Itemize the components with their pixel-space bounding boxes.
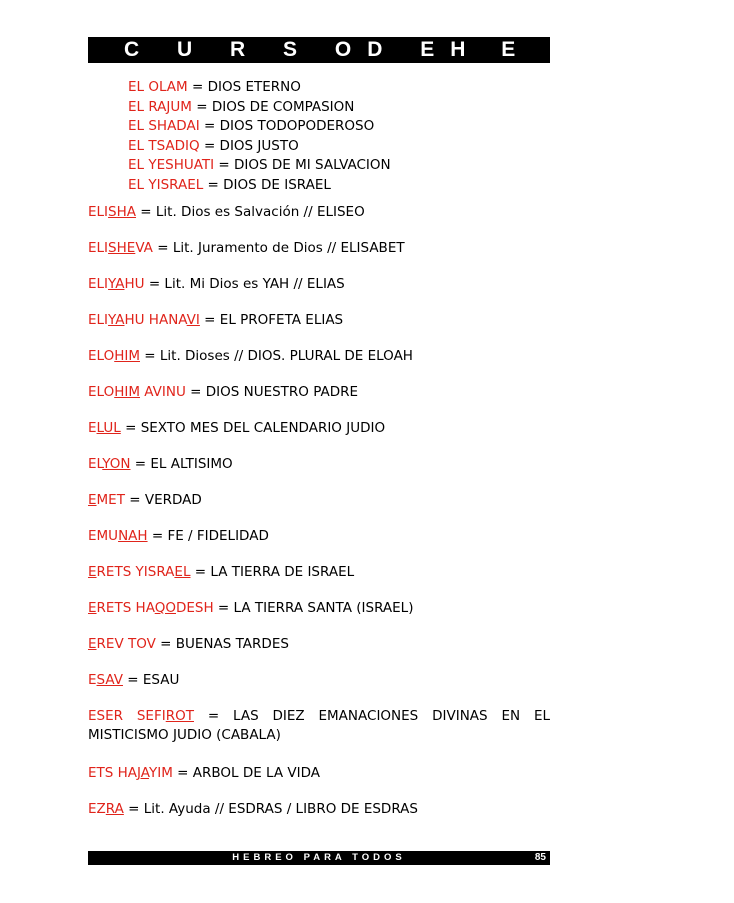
term-stressed-syllable: YA [108,312,125,328]
term-stressed-syllable: HIM [114,384,140,400]
term-part: EL [88,456,103,472]
term-stressed-syllable: RA [105,801,124,817]
entry-meaning: = VERDAD [124,492,202,508]
entry-meaning: = SEXTO MES DEL CALENDARIO JUDIO [120,420,386,436]
glossary-entry [88,455,550,491]
entry-meaning: = ESAU [122,672,180,688]
term-part: MET [96,492,125,508]
subitem-meaning: = DIOS DE COMPASION [191,98,355,115]
glossary-entry [88,707,550,764]
glossary-entry [88,347,550,383]
term-part: RETS HA [96,600,155,616]
subitem-term: EL OLAM [128,79,188,95]
entry-meaning: = DIOS NUESTRO PADRE [185,384,359,400]
entry-meaning: = Lit. Mi Dios es YAH // ELIAS [144,276,345,292]
footer-bar [88,851,550,865]
glossary-entry [88,203,550,239]
term-stressed-syllable: SHE [108,240,136,256]
glossary-entry [88,419,550,455]
term-part: E [88,672,97,688]
term-part: ESER SEFI [88,708,166,724]
term-part: ELO [88,348,115,364]
entry-meaning: = Lit. Dioses // DIOS. PLURAL DE ELOAH [139,348,413,364]
term-part: ELO [88,384,115,400]
entry-meaning: = ARBOL DE LA VIDA [172,765,321,781]
glossary-entry [88,311,550,347]
entry-meaning: = Lit. Juramento de Dios // ELISABET [152,240,405,256]
subitem-row [128,156,391,176]
subitem-row [128,78,391,98]
glossary-entry [88,239,550,275]
glossary-entry [88,800,550,836]
term-part: REV TOV [96,636,156,652]
subitem-term: EL YISRAEL [128,176,204,193]
term-part: HU HANA [124,312,187,328]
entry-meaning: = LA TIERRA DE ISRAEL [190,564,355,580]
term-stressed-syllable: YA [108,276,125,292]
header-word-curso: C U R S O [124,38,368,61]
subitem-meaning: = DIOS JUSTO [199,137,299,154]
glossary-entry [88,635,550,671]
entry-meaning: = EL ALTISIMO [130,456,233,472]
entry-meaning: = Lit. Dios es Salvación // ELISEO [136,204,365,220]
entry-meaning: = LAS DIEZ EMANACIONES DIVINAS EN EL [193,708,550,724]
header-word-de: D E [367,38,451,61]
term-part: RETS YISRA [96,564,175,580]
glossary-entries [88,203,550,836]
term-part: ELI [88,240,109,256]
term-stressed-syllable: E [88,492,97,508]
term-part: AVINU [139,384,186,400]
subitem-row [128,176,391,196]
subitem-meaning: = DIOS DE MI SALVACION [214,157,391,173]
header-word-hebreo: H E B R E O [450,38,734,61]
glossary-entry [88,563,550,599]
term-part: EMU [88,528,119,544]
subitem-meaning: = DIOS ETERNO [187,79,301,95]
glossary-entry [88,383,550,419]
term-stressed-syllable: ROT [165,708,194,724]
subitem-row [128,137,391,157]
page-number: 85 [534,852,546,863]
term-part: ELI [88,204,109,220]
entry-meaning: = EL PROFETA ELIAS [199,312,344,328]
entry-meaning: = Lit. Ayuda // ESDRAS / LIBRO DE ESDRAS [123,801,418,817]
glossary-entry [88,491,550,527]
subitem-row [128,98,391,118]
entry-meaning: = FE / FIDELIDAD [147,528,269,544]
glossary-entry [88,527,550,563]
term-stressed-syllable: HIM [114,348,140,364]
glossary-entry [88,599,550,635]
term-part: E [88,420,97,436]
term-stressed-syllable: VI [186,312,200,328]
subitem-term: EL SHADAI [128,118,200,134]
term-part: ETS HA [88,765,138,781]
term-part: YIM [148,765,173,781]
term-part: ELI [88,276,109,292]
term-stressed-syllable: QO [154,600,176,616]
term-stressed-syllable: SHA [108,204,137,220]
entry-meaning: = LA TIERRA SANTA (ISRAEL) [213,600,414,616]
subitem-term: EL TSADIQ [128,137,200,154]
term-stressed-syllable: E [88,600,97,616]
term-part: VA [135,240,153,256]
term-stressed-syllable: E [88,564,97,580]
term-stressed-syllable: E [88,636,97,652]
term-part: HU [124,276,145,292]
glossary-entry [88,275,550,311]
term-part: ELI [88,312,109,328]
term-part: DESH [175,600,214,616]
entry-meaning: = BUENAS TARDES [155,636,289,652]
entry-meaning-continued: MISTICISMO JUDIO (CABALA) [88,727,281,743]
term-part: EZ [88,801,106,817]
footer-title: HEBREO PARA TODOS [232,852,406,863]
subitem-list [128,78,391,195]
term-stressed-syllable: NAH [118,528,148,544]
term-stressed-syllable: EL [174,564,191,580]
subitem-row [128,117,391,137]
glossary-entry [88,764,550,800]
subitem-meaning: = DIOS TODOPODEROSO [199,118,375,134]
term-stressed-syllable: YON [102,456,131,472]
header-bar [88,37,734,63]
term-stressed-syllable: JA [137,765,149,781]
term-stressed-syllable: LUL [96,420,121,436]
glossary-entry [88,671,550,707]
subitem-meaning: = DIOS DE ISRAEL [203,176,331,193]
term-stressed-syllable: SAV [96,672,123,688]
subitem-term: EL RAJUM [128,98,192,115]
subitem-term: EL YESHUATI [128,157,215,173]
